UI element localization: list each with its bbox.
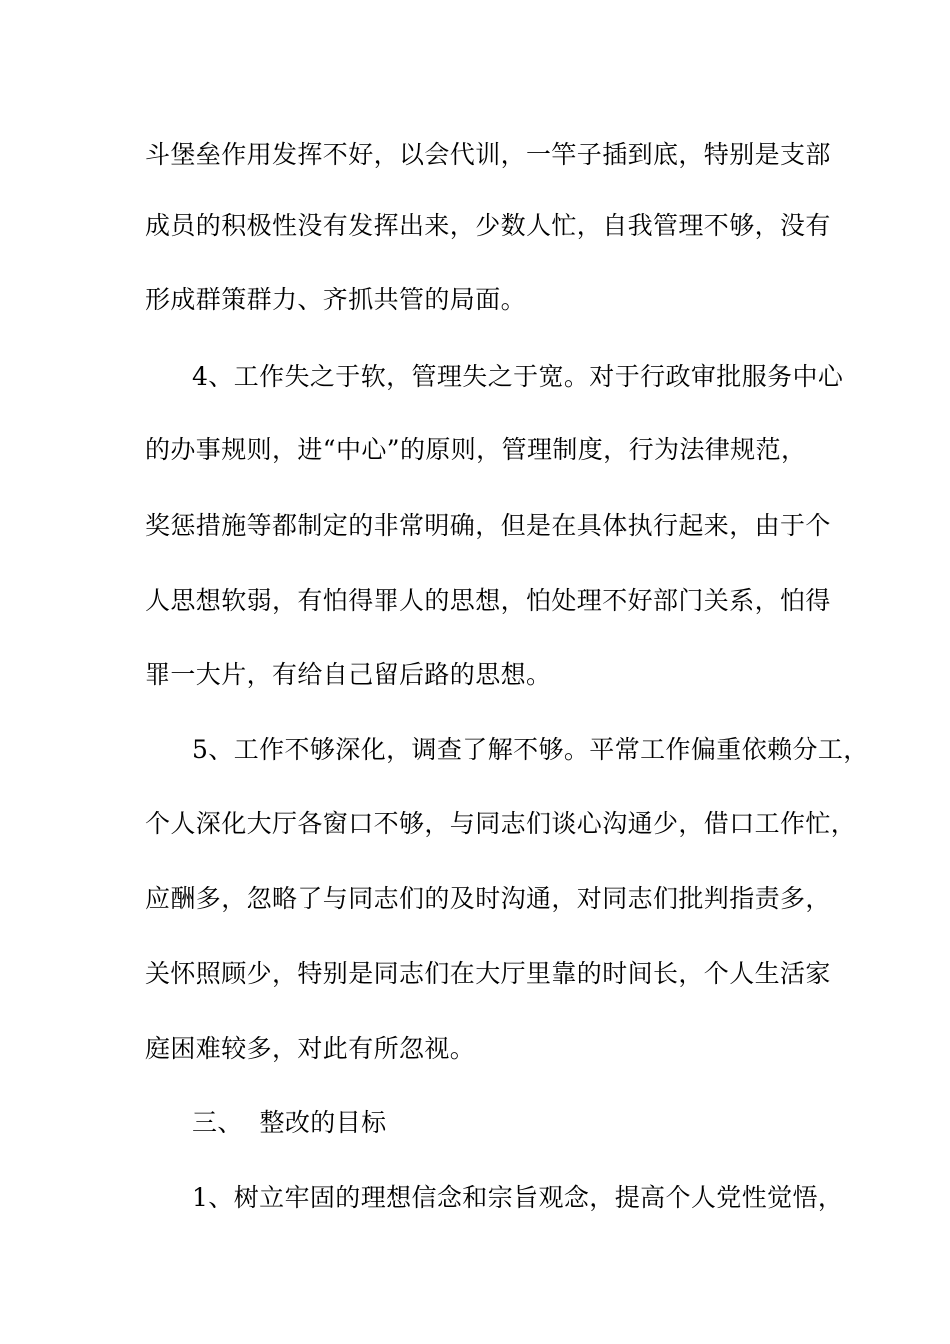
body-text-line: 人思想软弱，有怕得罪人的思想，怕处理不好部门关系，怕得 [145,586,831,615]
paragraph-1-first-line: 1、树立牢固的理想信念和宗旨观念，提高个人党性觉悟， [192,1183,844,1212]
body-text-line: 个人深化大厅各窗口不够，与同志们谈心沟通少，借口工作忙， [145,809,857,838]
body-text-line: 的办事规则，进“中心”的原则，管理制度，行为法律规范， [145,435,807,464]
paragraph-4-first-line: 4、工作失之于软，管理失之于宽。对于行政审批服务中心 [192,362,844,391]
body-text-line: 奖惩措施等都制定的非常明确，但是在具体执行起来，由于个 [145,511,831,540]
body-text-line: 罪一大片，有给自己留后路的思想。 [145,660,552,689]
body-text-line: 应酬多，忽略了与同志们的及时沟通，对同志们批判指责多， [145,884,831,913]
body-text-line: 庭困难较多，对此有所忽视。 [145,1034,476,1063]
paragraph-5-first-line: 5、工作不够深化，调查了解不够。平常工作偏重依赖分工， [192,735,869,764]
body-text-line: 斗堡垒作用发挥不好，以会代训，一竿子插到底，特别是支部 [145,140,831,169]
section-heading: 三、 整改的目标 [192,1108,387,1137]
body-text-line: 形成群策群力、齐抓共管的局面。 [145,285,527,314]
body-text-line: 成员的积极性没有发挥出来，少数人忙，自我管理不够，没有 [145,211,831,240]
body-text-line: 关怀照顾少，特别是同志们在大厅里靠的时间长，个人生活家 [145,959,831,988]
